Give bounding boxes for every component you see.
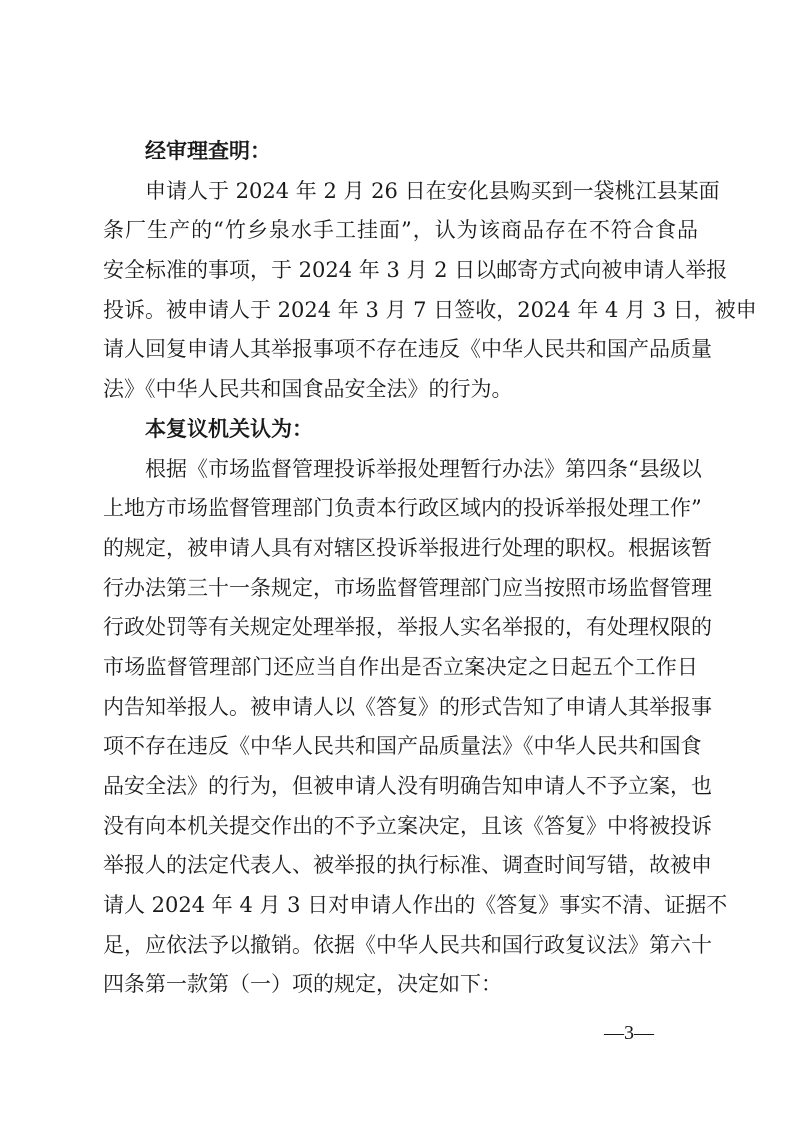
text-line: 行办法第三十一条规定，市场监督管理部门应当按照市场监督管理	[103, 575, 712, 600]
section-heading	[103, 132, 698, 172]
page-number: —3—	[604, 1022, 654, 1044]
paragraph	[103, 450, 728, 1006]
text-line: 的规定，被申请人具有对辖区投诉举报进行处理的职权。根据该暂	[103, 535, 712, 560]
text-line: 经审理查明：	[145, 139, 271, 163]
text-line: 本复议机关认为：	[145, 416, 313, 441]
text-line: 条厂生产的“竹乡泉水手工挂面”，认为该商品存在不符合食品	[103, 218, 698, 243]
text-line: 四条第一款第（一）项的规定，决定如下：	[103, 972, 502, 997]
text-line: 市场监督管理部门还应当自作出是否立案决定之日起五个工作日	[103, 654, 698, 679]
text-line: 没有向本机关提交作出的不予立案决定，且该《答复》中将被投诉	[103, 813, 712, 838]
text-line: 行政处罚等有关规定处理举报，举报人实名举报的，有处理权限的	[103, 615, 712, 640]
section-heading	[103, 410, 698, 450]
text-line: 法》《中华人民共和国食品安全法》的行为。	[103, 377, 513, 402]
text-line: 举报人的法定代表人、被举报的执行标准、调查时间写错，故被申	[103, 853, 712, 878]
text-line: 内告知举报人。被申请人以《答复》的形式告知了申请人其举报事	[103, 694, 712, 719]
text-line: 申请人于 2024 年 2 月 26 日在安化县购买到一袋桃江县某面	[145, 178, 720, 203]
text-line: 投诉。被申请人于 2024 年 3 月 7 日签收，2024 年 4 月 3 日，被申	[103, 297, 757, 322]
text-line: 上地方市场监督管理部门负责本行政区域内的投诉举报处理工作”	[103, 496, 702, 521]
text-line: 请人 2024 年 4 月 3 日对申请人作出的《答复》事实不清、证据不	[103, 893, 728, 918]
text-line: 根据《市场监督管理投诉举报处理暂行办法》第四条“县级以	[145, 456, 702, 481]
text-line: 请人回复申请人其举报事项不存在违反《中华人民共和国产品质量	[103, 337, 712, 362]
document-body	[103, 132, 757, 1005]
text-line: 安全标准的事项，于 2024 年 3 月 2 日以邮寄方式向被申请人举报	[103, 258, 728, 283]
text-line: 足，应依法予以撤销。依据《中华人民共和国行政复议法》第六十	[103, 932, 712, 957]
text-line: 项不存在违反《中华人民共和国产品质量法》《中华人民共和国食	[103, 734, 702, 759]
text-line: 品安全法》的行为，但被申请人没有明确告知申请人不予立案，也	[103, 774, 712, 798]
paragraph	[103, 172, 757, 410]
